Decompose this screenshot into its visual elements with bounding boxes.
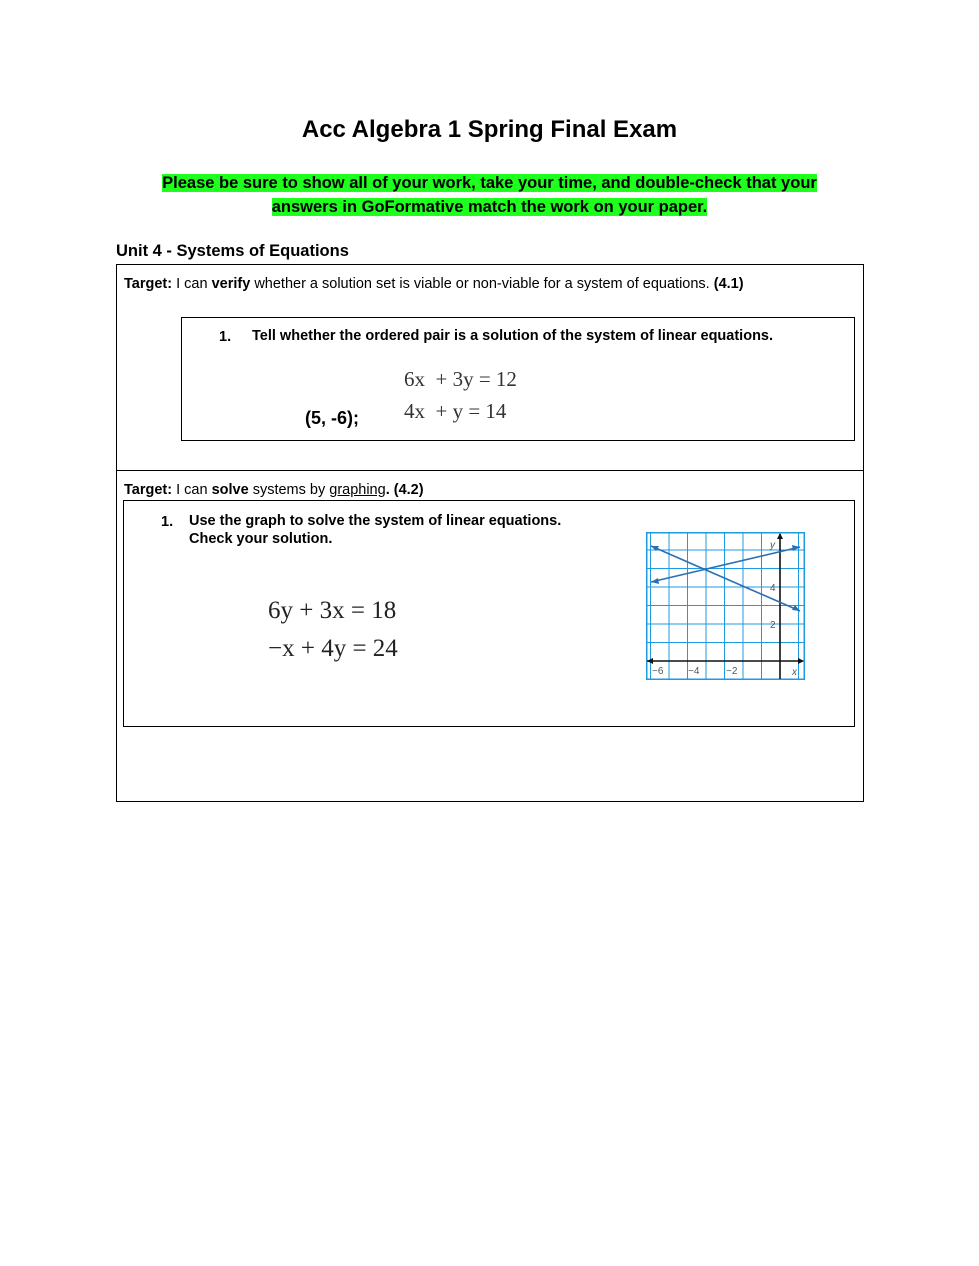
target-label: Target: [124,276,173,292]
row-divider [117,470,863,471]
target-code: (4.2) [393,482,424,498]
instructions-notice [130,172,849,219]
question-number: 1. [161,514,174,530]
ordered-pair: (5, -6); [305,408,359,428]
y-tick-label: 4 [770,583,776,594]
question-box-4-1 [181,317,855,441]
question-text-line-2: Check your solution. [189,531,333,547]
x-tick-label: −4 [688,666,700,677]
target-verb: verify [211,276,251,292]
target-verb: solve [211,482,249,498]
target-code: (4.1) [713,276,744,292]
target-4-2: Target: I can solve systems by graphing. (4.2) [124,482,424,498]
question-number: 1. [219,329,232,345]
highlighted-instructions: Please be sure to show all of your work, take your time, and double-check that your answers in GoFormative match the work on your paper. [162,174,817,216]
question-text-line-1: Use the graph to solve the system of linear equations. [189,513,562,529]
unit-heading: Unit 4 - Systems of Equations [116,242,349,260]
target-method: graphing [329,482,386,498]
equation-2: 4x + y = 14 [404,399,507,423]
question-text: Tell whether the ordered pair is a solution of the system of linear equations. [252,328,774,344]
equation-1: 6x + 3y = 12 [404,367,517,391]
equation-2: −x + 4y = 24 [268,635,398,662]
target-4-1: Target: I can verify whether a solution set is viable or non-viable for a system of equations. (4.1) [124,276,744,292]
target-label: Target: [124,482,173,498]
exam-title: Acc Algebra 1 Spring Final Exam [301,116,678,143]
y-tick-label: 2 [770,620,776,631]
system-graph [646,532,805,680]
equation-1: 6y + 3x = 18 [268,597,397,624]
x-tick-label: −6 [652,666,664,677]
x-axis-label: x [792,667,797,678]
x-tick-label: −2 [726,666,738,677]
y-axis-label: y [770,540,775,551]
